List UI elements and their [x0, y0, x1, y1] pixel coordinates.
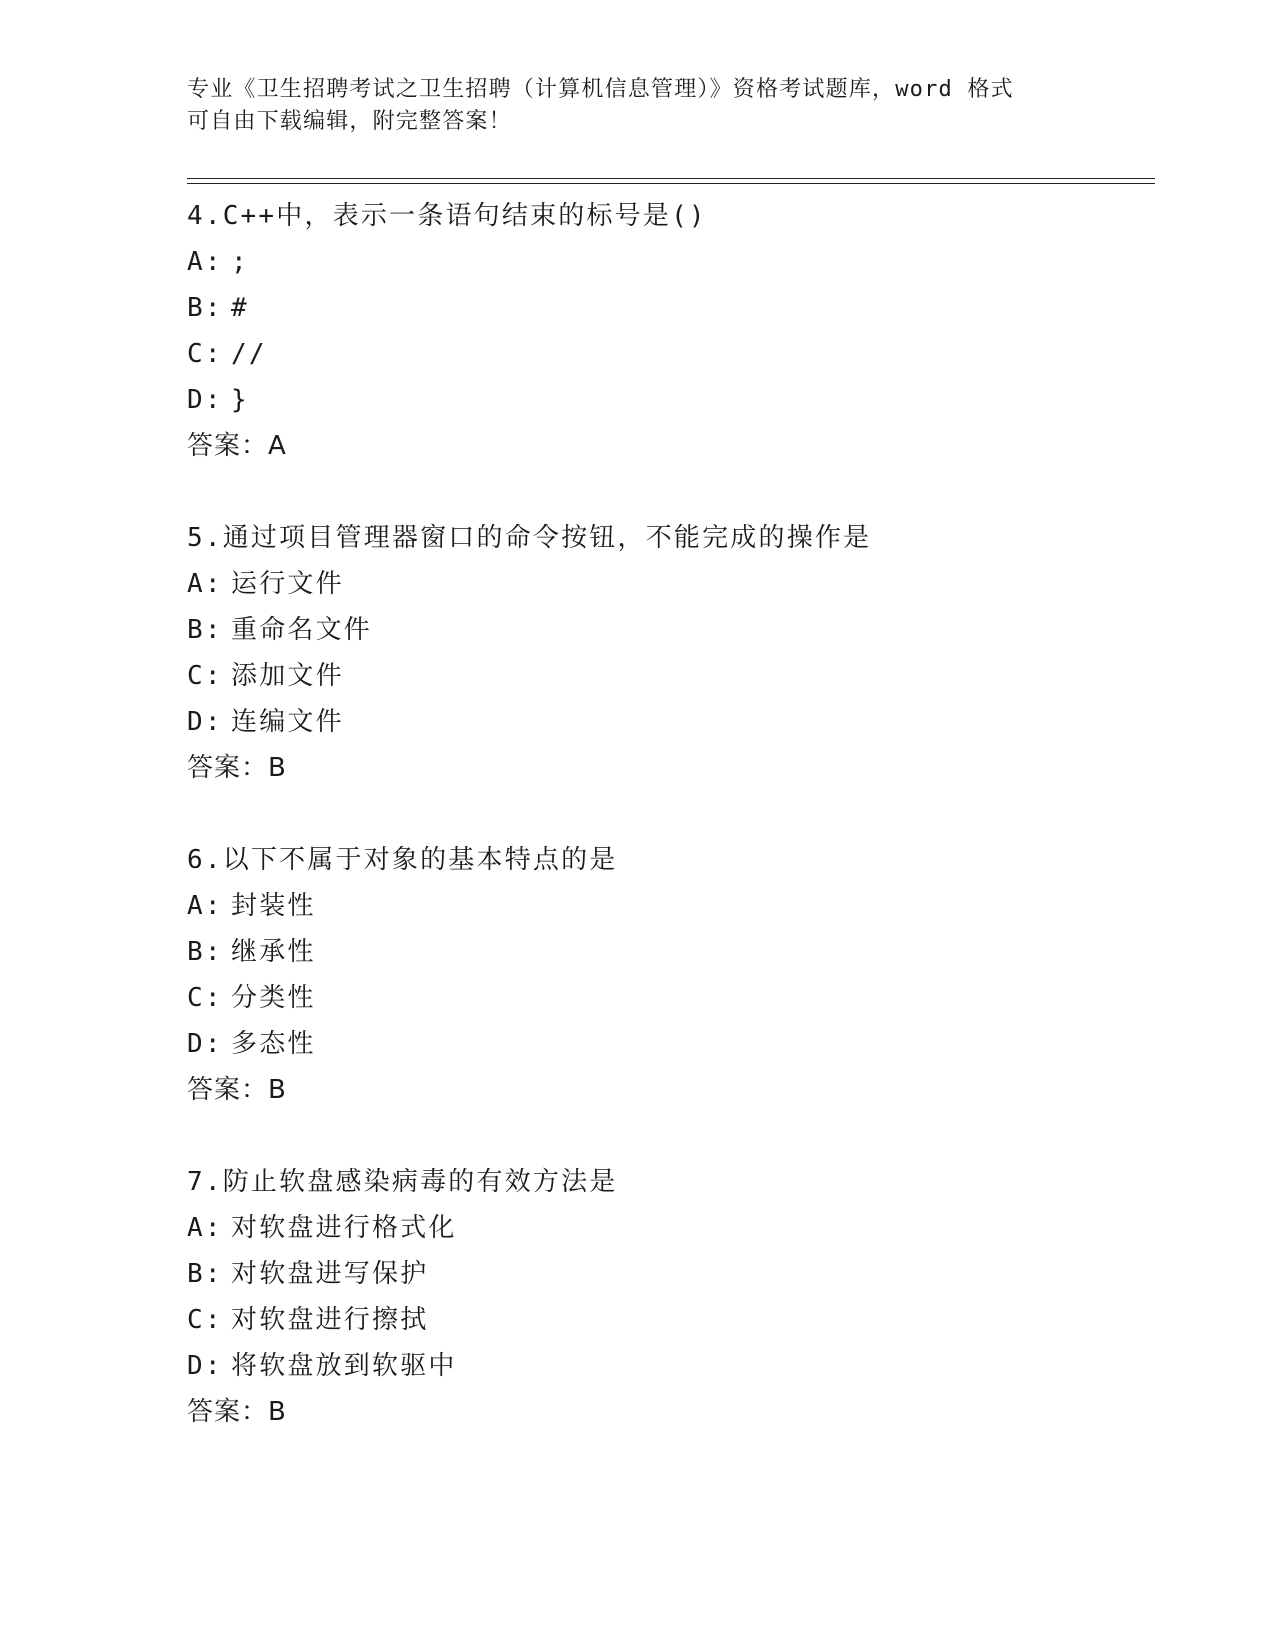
option-text: ; [231, 247, 249, 277]
question-6 [187, 837, 1147, 1113]
option-text: 继承性 [231, 937, 316, 967]
option-key: A: [187, 247, 223, 277]
option-key: D: [187, 1029, 223, 1059]
option-key: C: [187, 983, 223, 1013]
question-stem: 6.以下不属于对象的基本特点的是 [187, 845, 618, 875]
option-d [187, 1343, 1147, 1389]
option-c [187, 331, 1147, 377]
option-key: A: [187, 1213, 223, 1243]
option-text: 多态性 [231, 1029, 316, 1059]
option-key: D: [187, 385, 223, 415]
option-text: 运行文件 [231, 569, 344, 599]
option-key: D: [187, 1351, 223, 1381]
option-d [187, 1021, 1147, 1067]
question-list [187, 193, 1147, 1435]
option-b [187, 607, 1147, 653]
option-key: B: [187, 293, 223, 323]
option-c [187, 653, 1147, 699]
option-b [187, 285, 1147, 331]
option-key: A: [187, 891, 223, 921]
answer-line: 答案：B [187, 1397, 287, 1427]
question-stem: 4.C++中，表示一条语句结束的标号是() [187, 201, 707, 231]
answer-line: 答案：B [187, 753, 287, 783]
option-a [187, 883, 1147, 929]
option-key: B: [187, 937, 223, 967]
question-stem: 5.通过项目管理器窗口的命令按钮，不能完成的操作是 [187, 523, 872, 553]
option-text: } [231, 385, 249, 415]
option-c [187, 975, 1147, 1021]
option-text: 对软盘进写保护 [231, 1259, 429, 1289]
option-text: 对软盘进行格式化 [231, 1213, 457, 1243]
header-divider-bottom [187, 183, 1155, 184]
option-c [187, 1297, 1147, 1343]
question-5 [187, 515, 1147, 791]
option-key: B: [187, 1259, 223, 1289]
option-text: 分类性 [231, 983, 316, 1013]
option-a [187, 239, 1147, 285]
option-b [187, 929, 1147, 975]
option-a [187, 561, 1147, 607]
option-text: # [231, 293, 249, 323]
option-key: A: [187, 569, 223, 599]
option-key: C: [187, 661, 223, 691]
option-key: C: [187, 339, 223, 369]
option-key: C: [187, 1305, 223, 1335]
option-key: D: [187, 707, 223, 737]
option-d [187, 377, 1147, 423]
option-text: 添加文件 [231, 661, 344, 691]
option-text: 将软盘放到软驱中 [231, 1351, 457, 1381]
answer-line: 答案：A [187, 431, 287, 461]
answer-line: 答案：B [187, 1075, 287, 1105]
option-text: // [231, 339, 267, 369]
option-d [187, 699, 1147, 745]
option-text: 对软盘进行擦拭 [231, 1305, 429, 1335]
header-line-2: 可自由下载编辑，附完整答案！ [187, 109, 512, 134]
header-line-1: 专业《卫生招聘考试之卫生招聘（计算机信息管理）》资格考试题库，word 格式 [187, 77, 1014, 102]
question-7 [187, 1159, 1147, 1435]
option-text: 重命名文件 [231, 615, 373, 645]
option-a [187, 1205, 1147, 1251]
option-b [187, 1251, 1147, 1297]
question-4 [187, 193, 1147, 469]
option-text: 封装性 [231, 891, 316, 921]
question-stem: 7.防止软盘感染病毒的有效方法是 [187, 1167, 618, 1197]
header-divider-top [187, 178, 1155, 179]
option-text: 连编文件 [231, 707, 344, 737]
document-header [187, 74, 1087, 138]
option-key: B: [187, 615, 223, 645]
